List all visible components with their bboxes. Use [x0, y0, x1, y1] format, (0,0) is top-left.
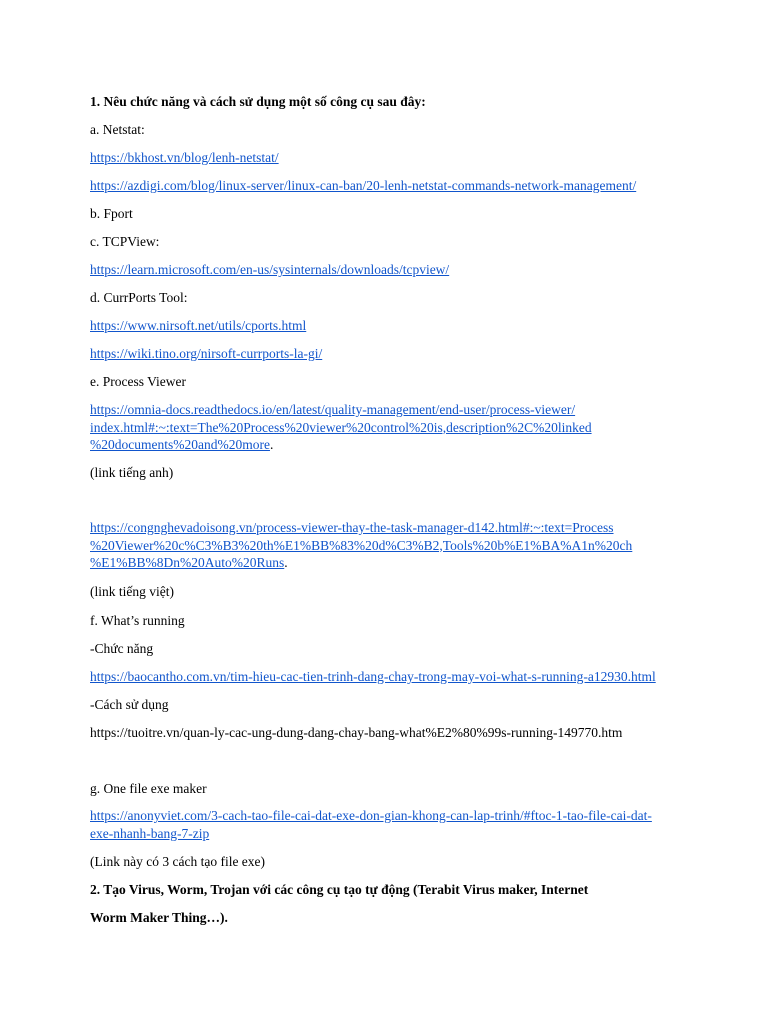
currports-link-tino[interactable]: https://wiki.tino.org/nirsoft-currports-la-gi/ — [90, 346, 323, 361]
netstat-link-bkhost[interactable]: https://bkhost.vn/blog/lenh-netstat/ — [90, 150, 279, 165]
question-1-heading: 1. Nêu chức năng và cách sử dụng một số công cụ sau đây: — [90, 94, 426, 109]
process-viewer-link-vi-line-2[interactable]: %20Viewer%20c%C3%B3%20th%E1%BB%83%20d%C3%B2,Tools%20b%E1%BA%A1n%20ch — [90, 537, 633, 553]
whats-running-label: f. What’s running — [90, 613, 185, 628]
currports-label: d. CurrPorts Tool: — [90, 290, 188, 305]
process-viewer-link-vi-line-1[interactable]: https://congnghevadoisong.vn/process-viewer-thay-the-task-manager-d142.html#:~:text=Process — [90, 520, 614, 535]
process-viewer-link-en-line-2[interactable]: index.html#:~:text=The%20Process%20viewer%20control%20is,description%2C%20linked — [90, 419, 592, 435]
tcpview-link-microsoft[interactable]: https://learn.microsoft.com/en-us/sysinternals/downloads/tcpview/ — [90, 262, 450, 277]
whats-running-usage-label: -Cách sử dụng — [90, 697, 169, 712]
whats-running-function-link[interactable]: https://baocantho.com.vn/tim-hieu-cac-tien-trinh-dang-chay-trong-may-voi-what-s-running-a12930.html — [90, 669, 656, 684]
one-file-exe-note: (Link này có 3 cách tạo file exe) — [90, 854, 266, 869]
currports-link-nirsoft[interactable]: https://www.nirsoft.net/utils/cports.html — [90, 318, 307, 333]
one-file-exe-label: g. One file exe maker — [90, 781, 207, 796]
period: . — [269, 437, 274, 452]
question-2-heading-line-1: 2. Tạo Virus, Worm, Trojan với các công cụ tạo tự động (Terabit Virus maker, Internet — [90, 882, 589, 897]
tcpview-label: c. TCPView: — [90, 234, 160, 249]
process-viewer-link-en-line-1[interactable]: https://omnia-docs.readthedocs.io/en/latest/quality-management/end-user/process-viewer/ — [90, 402, 576, 417]
netstat-link-azdigi[interactable]: https://azdigi.com/blog/linux-server/linux-can-ban/20-lenh-netstat-commands-network-management/ — [90, 178, 637, 193]
process-viewer-link-vi-line-3[interactable]: %E1%BB%8Dn%20Auto%20Runs — [90, 555, 285, 570]
process-viewer-note-vi: (link tiếng việt) — [90, 584, 174, 599]
one-file-exe-link[interactable] — [90, 807, 690, 842]
one-file-exe-link-line-1[interactable]: https://anonyviet.com/3-cach-tao-file-cai-dat-exe-don-gian-khong-can-lap-trinh/#ftoc-1-tao-file-cai-dat- — [90, 808, 652, 823]
whats-running-function-label: -Chức năng — [90, 641, 154, 656]
process-viewer-label: e. Process Viewer — [90, 374, 187, 389]
process-viewer-link-vi[interactable] — [90, 519, 690, 572]
process-viewer-note-en: (link tiếng anh) — [90, 465, 174, 480]
fport-label: b. Fport — [90, 206, 133, 221]
one-file-exe-link-line-2[interactable]: exe-nhanh-bang-7-zip — [90, 825, 210, 841]
whats-running-usage-url: https://tuoitre.vn/quan-ly-cac-ung-dung-dang-chay-bang-what%E2%80%99s-running-149770.htm — [90, 725, 623, 740]
netstat-label: a. Netstat: — [90, 122, 145, 137]
process-viewer-link-en[interactable] — [90, 401, 690, 454]
process-viewer-link-en-line-3[interactable]: %20documents%20and%20more — [90, 437, 270, 452]
period: . — [284, 555, 288, 570]
question-2-heading-line-2: Worm Maker Thing…). — [90, 910, 228, 925]
